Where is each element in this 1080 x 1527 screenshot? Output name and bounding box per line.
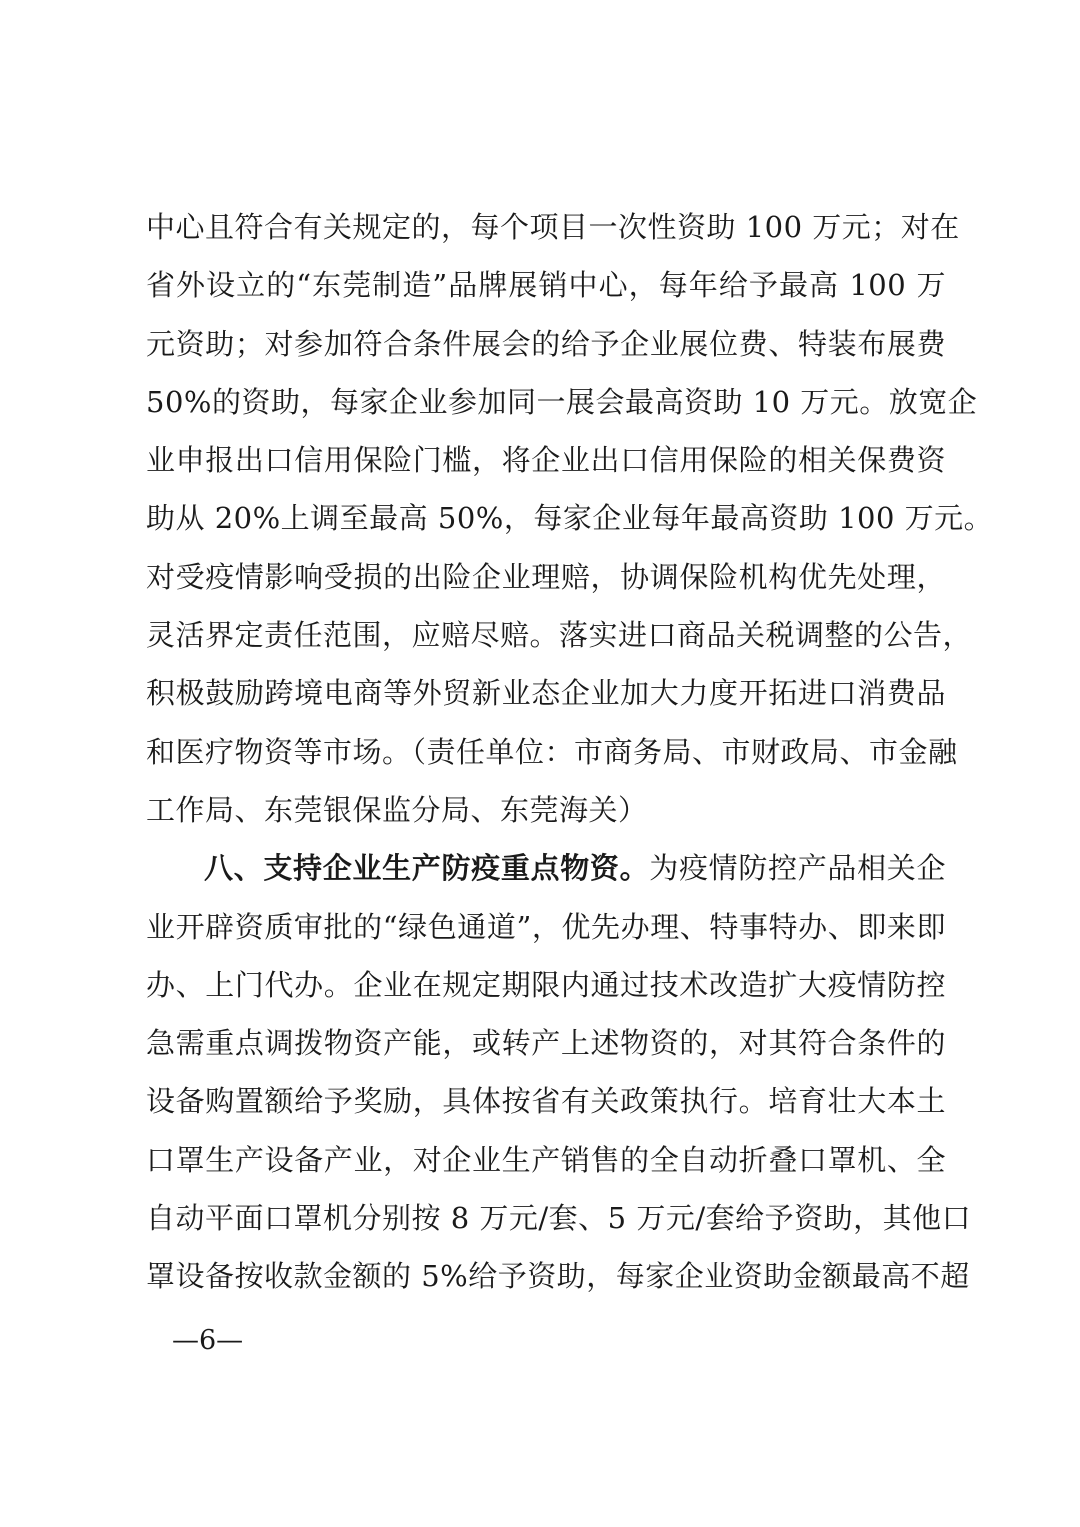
paragraph-line: 口罩生产设备产业，对企业生产销售的全自动折叠口罩机、全 — [146, 1142, 946, 1177]
paragraph-line: 和医疗物资等市场。（责任单位：市商务局、市财政局、市金融 — [146, 734, 958, 769]
paragraph-line: 灵活界定责任范围，应赔尽赔。落实进口商品关税调整的公告， — [146, 618, 973, 653]
paragraph-line: 业开辟资质审批的“绿色通道”，优先办理、特事特办、即来即 — [146, 909, 946, 944]
body-text — [146, 205, 994, 1313]
paragraph-line: 自动平面口罩机分别按 8 万元/套、5 万元/套给予资助，其他口 — [146, 1201, 972, 1236]
page-number: —6— — [172, 1325, 244, 1356]
paragraph-line: 省外设立的“东莞制造”品牌展销中心，每年给予最高 100 万 — [146, 268, 946, 303]
paragraph-line: 中心且符合有关规定的，每个项目一次性资助 100 万元；对在 — [146, 210, 960, 244]
paragraph-line: 业申报出口信用保险门槛，将企业出口信用保险的相关保费资 — [146, 443, 946, 478]
paragraph-line: 罩设备按收款金额的 5%给予资助，每家企业资助金额最高不超 — [146, 1259, 970, 1294]
paragraph-line: 办、上门代办。企业在规定期限内通过技术改造扩大疫情防控 — [146, 967, 946, 1002]
section-first-line — [146, 846, 946, 904]
paragraph-line: 工作局、东莞银保监分局、东莞海关） — [146, 792, 648, 827]
section-first-line-text: 为疫情防控产品相关企 — [649, 851, 946, 886]
paragraph-line: 助从 20%上调至最高 50%，每家企业每年最高资助 100 万元。 — [146, 501, 994, 536]
paragraph-line: 急需重点调拨物资产能，或转产上述物资的，对其符合条件的 — [146, 1026, 946, 1061]
paragraph-line: 50%的资助，每家企业参加同一展会最高资助 10 万元。放宽企 — [146, 384, 978, 419]
paragraph-line: 设备购置额给予奖励，具体按省有关政策执行。培育壮大本土 — [146, 1084, 946, 1119]
section-heading: 八、支持企业生产防疫重点物资。 — [204, 851, 650, 886]
paragraph-line: 对受疫情影响受损的出险企业理赔，协调保险机构优先处理， — [146, 559, 946, 594]
paragraph-line: 积极鼓励跨境电商等外贸新业态企业加大力度开拓进口消费品 — [146, 676, 946, 711]
paragraph-line: 元资助；对参加符合条件展会的给予企业展位费、特装布展费 — [146, 326, 946, 361]
